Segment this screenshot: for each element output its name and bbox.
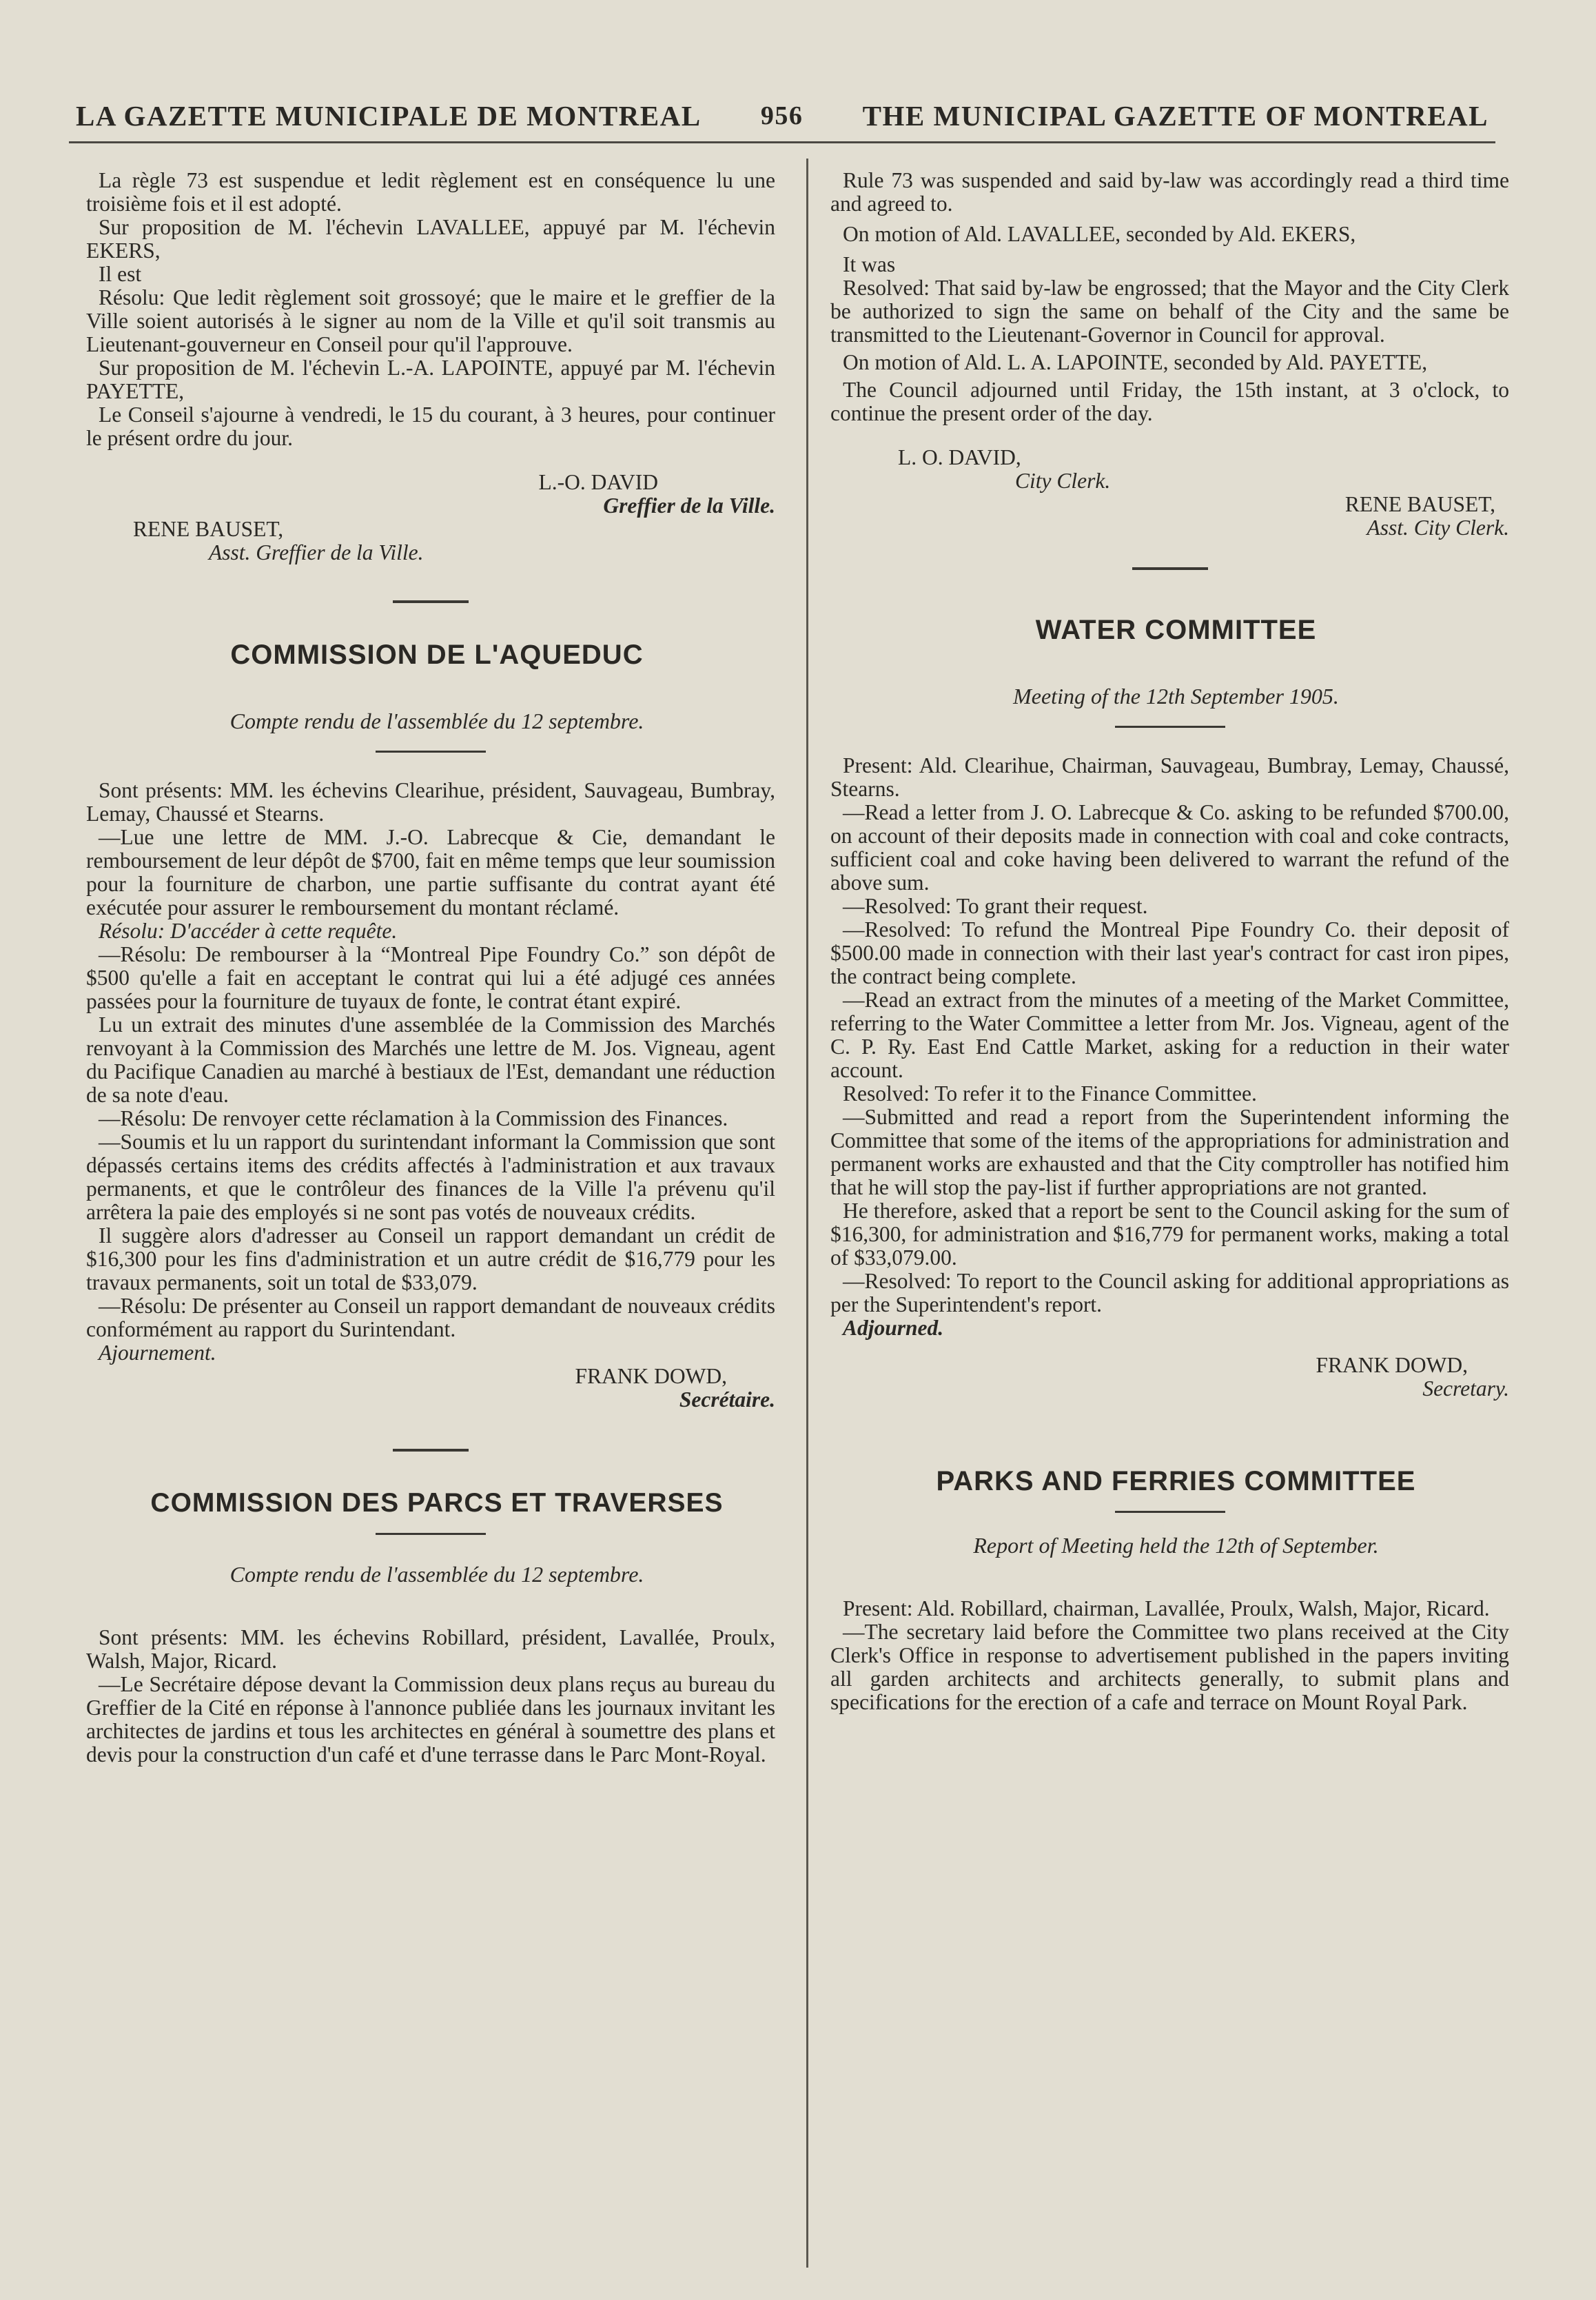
paragraph: The Council adjourned until Friday, the 15th instant, at 3 o'clock, to continue the present order of the day. <box>830 378 1509 425</box>
signature-title: City Clerk. <box>1015 469 1111 493</box>
header-french-title: LA GAZETTE MUNICIPALE DE MONTREAL <box>76 100 702 132</box>
header-english-title: THE MUNICIPAL GAZETTE OF MONTREAL <box>862 100 1488 132</box>
section-subtitle: Compte rendu de l'assemblée du 12 septembre. <box>229 1562 644 1587</box>
signature-title: Secretary. <box>1422 1376 1509 1401</box>
paragraph: On motion of Ald. L. A. LAPOINTE, seconded by Ald. PAYETTE, <box>843 350 1428 374</box>
paragraph: Resolved: To refer it to the Finance Committee. <box>843 1081 1257 1106</box>
paragraph: —Read an extract from the minutes of a meeting of the Market Committee, referring to the Water Committee a letter from Mr. Jos. Vigneau, agent of the C. P. Ry. East End Cattle Market, asking for a reduction in their water account. <box>830 988 1509 1082</box>
paragraph: —Le Secrétaire dépose devant la Commission deux plans reçus au bureau du Greffier de la Cité en réponse à l'annonce publiée dans les journaux invitant les architectes de jardins et tous les architectes en général à soumettre des plans et devis pour la construction d'un café et d'une terrasse dans le Parc Mont-Royal. <box>86 1672 775 1767</box>
paragraph: —Résolu: De rembourser à la “Montreal Pipe Foundry Co.” son dépôt de $500 qu'elle a fait en acceptant le contrat qui lui a été adjugé ces années passées pour la fourniture de tuyaux de fonte, le contrat étant expiré. <box>86 942 775 1013</box>
paragraph: It was <box>843 252 896 276</box>
paragraph: —Soumis et lu un rapport du surintendant informant la Commission que sont dépassés certains items des crédits affectés à l'administration et aux travaux permanents, et que le contrôleur des finances de la Ville l'a prévenu qu'il arrêtera la paie des employés si ne sont pas votés de nouveaux crédits. <box>86 1130 775 1224</box>
paragraph: Present: Ald. Robillard, chairman, Lavallée, Proulx, Walsh, Major, Ricard. <box>843 1596 1490 1620</box>
paragraph: He therefore, asked that a report be sent to the Council asking for the sum of $16,300, for administration and $16,779 for permanent works, making a total of $33,079.00. <box>830 1199 1509 1270</box>
signature-title: Secrétaire. <box>679 1387 775 1412</box>
paragraph: —The secretary laid before the Committee two plans received at the City Clerk's Office in response to advertisement published in the papers inviting all garden architects and architects generally, to submit plans and specifications for the erection of a cafe and terrace on Mount Royal Park. <box>830 1620 1509 1714</box>
paragraph: Sont présents: MM. les échevins Robillard, président, Lavallée, Proulx, Walsh, Major, Ricard. <box>86 1625 775 1673</box>
paragraph: Sur proposition de M. l'échevin LAVALLEE, appuyé par M. l'échevin EKERS, <box>86 215 775 263</box>
signature-title: Greffier de la Ville. <box>603 493 775 518</box>
section-title: PARKS AND FERRIES COMMITTEE <box>936 1466 1416 1496</box>
paragraph: Lu un extrait des minutes d'une assemblée de la Commission des Marchés renvoyant à la Commission des Marchés une lettre de M. Jos. Vigneau, agent du Pacifique Canadien au marché à bestiaux de l'Est, demandant une réduction de sa note d'eau. <box>86 1012 775 1107</box>
section-subtitle: Report of Meeting held the 12th of September. <box>973 1533 1379 1558</box>
signature-title: Asst. Greffier de la Ville. <box>209 540 424 564</box>
section-title: COMMISSION DES PARCS ET TRAVERSES <box>150 1488 724 1518</box>
paragraph: —Resolved: To refund the Montreal Pipe Foundry Co. their deposit of $500.00 made in connection with their last year's contract for cast iron pipes, the contract being complete. <box>830 917 1509 988</box>
paragraph: —Résolu: De présenter au Conseil un rapport demandant de nouveaux crédits conformément au rapport du Surintendant. <box>86 1294 775 1341</box>
paragraph: Present: Ald. Clearihue, Chairman, Sauvageau, Bumbray, Lemay, Chaussé, Stearns. <box>830 753 1509 801</box>
paragraph: —Lue une lettre de MM. J.-O. Labrecque & Cie, demandant le remboursement de leur dépôt de $700, fait en même temps que leur soumission pour la fourniture de charbon, une partie suffisante du contrat ayant été exécutée pour assurer le remboursement du montant réclamé. <box>86 825 775 919</box>
column-divider <box>806 159 808 2268</box>
page-header <box>76 88 1488 143</box>
paragraph: Il suggère alors d'adresser au Conseil un rapport demandant un crédit de $16,300 pour les fins d'administration et un autre crédit de $16,779 pour les travaux permanents, soit un total de $33,079. <box>86 1223 775 1294</box>
section-subtitle: Meeting of the 12th September 1905. <box>1013 684 1339 709</box>
paragraph: —Submitted and read a report from the Superintendent informing the Committee that some of the items of the appropriations for administration and permanent works are exhausted and that the City comptroller has notified him that he will stop the pay-list if further appropriations are not granted. <box>830 1105 1509 1199</box>
signature-name: RENE BAUSET, <box>1344 492 1495 516</box>
paragraph: Rule 73 was suspended and said by-law was accordingly read a third time and agreed to. <box>830 168 1509 216</box>
signature-title: Asst. City Clerk. <box>1367 516 1509 540</box>
paragraph: On motion of Ald. LAVALLEE, seconded by Ald. EKERS, <box>843 222 1356 246</box>
paragraph: —Resolved: To grant their request. <box>843 894 1148 918</box>
paragraph: Résolu: D'accéder à cette requête. <box>99 919 398 943</box>
paragraph: —Read a letter from J. O. Labrecque & Co. asking to be refunded $700.00, on account of their deposits made in connection with coal and coke contracts, sufficient coal and coke having been delivered to warrant the refund of the above sum. <box>830 800 1509 895</box>
paragraph: Ajournement. <box>99 1341 216 1365</box>
signature-name: L. O. DAVID, <box>898 445 1021 469</box>
signature-name: FRANK DOWD, <box>575 1364 727 1388</box>
paragraph: Le Conseil s'ajourne à vendredi, le 15 du courant, à 3 heures, pour continuer le présent ordre du jour. <box>86 403 775 450</box>
signature-name: FRANK DOWD, <box>1316 1353 1468 1377</box>
paragraph: Adjourned. <box>843 1316 944 1340</box>
section-title: WATER COMMITTEE <box>1035 615 1317 645</box>
signature-name: RENE BAUSET, <box>133 517 284 541</box>
section-title: COMMISSION DE L'AQUEDUC <box>230 640 644 670</box>
header-rule <box>69 141 1495 143</box>
paragraph: La règle 73 est suspendue et ledit règlement est en conséquence lu une troisième fois et il est adopté. <box>86 168 775 216</box>
paragraph: Sur proposition de M. l'échevin L.-A. LAPOINTE, appuyé par M. l'échevin PAYETTE, <box>86 356 775 403</box>
french-column <box>86 169 775 1767</box>
section-subtitle: Compte rendu de l'assemblée du 12 septembre. <box>229 709 644 733</box>
paragraph: Il est <box>99 262 142 286</box>
signature-name: L.-O. DAVID <box>538 470 658 494</box>
page-number: 956 <box>760 101 804 130</box>
paragraph: Sont présents: MM. les échevins Clearihue, président, Sauvageau, Bumbray, Lemay, Chaussé et Stearns. <box>86 778 775 826</box>
paragraph: —Résolu: De renvoyer cette réclamation à la Commission des Finances. <box>99 1106 728 1130</box>
english-column <box>830 169 1509 1714</box>
paragraph: —Resolved: To report to the Council asking for additional appropriations as per the Superintendent's report. <box>830 1269 1509 1316</box>
paragraph: Résolu: Que ledit règlement soit grossoyé; que le maire et le greffier de la Ville soient autorisés à le signer au nom de la Ville et qu'il soit transmis au Lieutenant-gouverneur en Conseil pour qu'il l'approuve. <box>86 285 775 356</box>
paragraph: Resolved: That said by-law be engrossed; that the Mayor and the City Clerk be authorized to sign the same on behalf of the City and the same be transmitted to the Lieutenant-Governor in Council for approval. <box>830 276 1509 347</box>
